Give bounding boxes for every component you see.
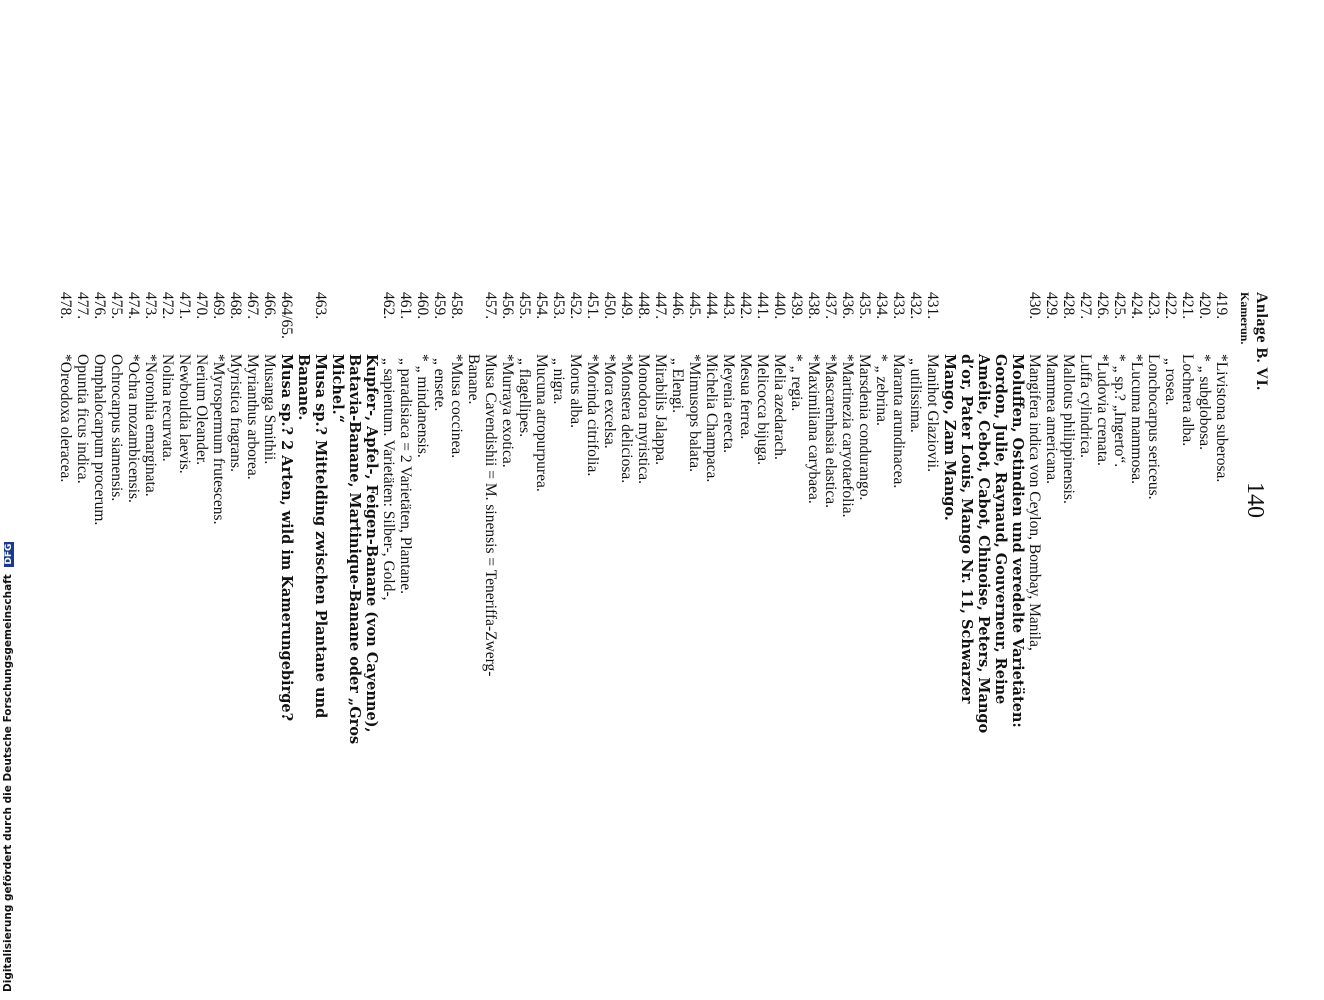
entry-text: Musa Cavendishii = M. sinensis = Teneriffa-Zwerg- [482,354,499,677]
list-item [686,292,703,472]
list-item [1077,292,1094,458]
entry-text: *Mora excelsa. [601,354,618,449]
list-item [941,292,958,521]
entry-text: * „ subglobosa. [1196,354,1213,451]
list-item [1111,292,1128,467]
entry-number: 457. [482,292,499,320]
entry-text: *Murraya exotica. [499,354,516,468]
entry-number: 461. [397,292,414,320]
entry-text: * „ sp.? „Ingerto“. [1111,354,1128,468]
entry-number: 464/65. [278,292,295,339]
entry-text: „ Elengi. [669,354,686,413]
entry-text: *Myrospermum frutescens. [210,354,227,525]
entry-number: 456. [499,292,516,320]
entry-number: 451. [584,292,601,320]
entry-number: 434. [873,292,890,320]
list-item [312,292,329,718]
entry-number: 459. [431,292,448,320]
list-item [125,292,142,503]
list-item [550,292,567,404]
entry-number: 447. [652,292,669,320]
entry-text: Opuntia ficus indica. [74,354,91,484]
list-item [108,292,125,501]
entry-text: „ ensete. [431,354,448,412]
entry-text: „ flagellipes. [516,354,533,438]
list-item [482,292,499,676]
entry-number: 466. [261,292,278,320]
entry-text: Melia azedarach. [771,354,788,460]
entry-text: Musa sp.? 2 Arten, wild im Kamerungebirge? [278,354,295,722]
entry-text: Manihot Glaziovii. [924,354,941,472]
list-item [669,292,686,413]
entry-number: 469. [210,292,227,320]
entry-text: Omphalocarpum procerum. [91,354,108,526]
entry-number: 476. [91,292,108,320]
list-item [1043,292,1060,484]
entry-number: 422. [1162,292,1179,320]
list-item [601,292,618,449]
entry-number: 450. [601,292,618,320]
entry-text: Musanga Smithii. [261,354,278,465]
entry-number: 475. [108,292,125,320]
list-item [584,292,601,476]
list-item [363,292,380,733]
list-item [822,292,839,508]
entry-number: 463. [312,292,329,320]
entry-number: 437. [822,292,839,320]
entry-text: „ nigra. [550,354,567,405]
entry-text: Amélie, Cebot, Cabot, Chinoise, Peters, Mango [975,354,992,734]
entry-number: 431. [924,292,941,320]
printed-page-rotated [57,292,1270,1000]
entry-text: *Monstera deliciosa. [618,354,635,484]
entry-number: 446. [669,292,686,320]
list-item [1009,292,1026,728]
entry-text: Lonchocarpus sericeus. [1145,354,1162,500]
entry-text: Michelia Champaca. [703,354,720,483]
entry-text: *Livistona suberosa. [1213,354,1230,483]
entry-text: Gordon, Julie, Raynaud, Gouverneur, Reine [992,354,1009,705]
entry-number: 421. [1179,292,1196,320]
entry-text: „ utilissima. [907,354,924,433]
list-item [992,292,1009,704]
entry-text: Mirabilis Jalappa. [652,354,669,466]
list-item [720,292,737,453]
entry-text: *Ochra mozambicensis. [125,354,142,503]
list-item [652,292,669,465]
entry-text: * „ regia. [788,354,805,412]
list-item [397,292,414,594]
entry-number: 472. [159,292,176,320]
entry-number: 427. [1077,292,1094,320]
list-item [380,292,397,600]
list-item [261,292,278,464]
entry-number: 428. [1060,292,1077,320]
list-item [516,292,533,437]
list-item [737,292,754,439]
entry-number: 477. [74,292,91,320]
list-item [142,292,159,497]
entry-text: Michel.“ [329,354,346,424]
list-item [839,292,856,518]
entry-text: * „ mindanensis. [414,354,431,458]
section-heading: Kamerun. [1238,292,1252,345]
entry-number: 453. [550,292,567,320]
entry-number: 471. [176,292,193,320]
list-item [788,292,805,411]
entry-text: Myristica fragrans. [227,354,244,472]
list-item [703,292,720,482]
list-item [635,292,652,484]
page-number: 140 [1242,482,1268,518]
entry-number: 448. [635,292,652,320]
entry-number: 470. [193,292,210,320]
entry-text: *Musa coccinea. [448,354,465,459]
list-item [1162,292,1179,405]
list-item [499,292,516,468]
entry-number: 478. [57,292,74,320]
list-item [91,292,108,525]
list-item [74,292,91,484]
entry-text: Mammea americana. [1043,354,1060,484]
list-item [346,292,363,744]
entry-text: „ rosea. [1162,354,1179,406]
entry-text: *Maximiliana carybaea. [805,354,822,504]
entry-text: Myrianthus arborea. [244,354,261,480]
entry-number: 467. [244,292,261,320]
entry-number: 443. [720,292,737,320]
entry-number: 460. [414,292,431,320]
list-item [805,292,822,504]
entry-text: Luffa cylindrica. [1077,354,1094,458]
list-item [1213,292,1230,482]
entry-number: 432. [907,292,924,320]
entry-text: Meyenia erecta. [720,354,737,453]
entry-text: d’or, Pater Louis, Mango Nr. 11, Schwarzer [958,354,975,704]
entry-text: *Ludovia crenata. [1094,354,1111,466]
list-item [193,292,210,465]
entry-number: 429. [1043,292,1060,320]
list-item [1094,292,1111,466]
list-item [856,292,873,500]
entry-number: 419. [1213,292,1230,320]
list-item [754,292,771,465]
entry-text: Mesua ferrea. [737,354,754,440]
entry-number: 425. [1111,292,1128,320]
entry-number: 424. [1128,292,1145,320]
list-item [873,292,890,426]
list-item [448,292,465,458]
credit-text: Digitalisierung gefördert durch die Deutsche Forschungsgemeinschaft [2,574,14,992]
entry-number: 474. [125,292,142,320]
entry-number: 452. [567,292,584,320]
entry-text: Ochrocarpus siamensis. [108,354,125,502]
entry-number: 438. [805,292,822,320]
entry-text: Banane. [465,354,482,405]
entry-text: Lochnera alba. [1179,354,1196,447]
entry-number: 473. [142,292,159,320]
entry-number: 462. [380,292,397,320]
list-item [1060,292,1077,504]
entry-text: *Mascarenhasia elastica. [822,354,839,509]
entry-number: 445. [686,292,703,320]
entry-text: Mallotus philippinensis. [1060,354,1077,504]
list-item [1145,292,1162,499]
entry-text: *Oreodoxa oleracea. [57,354,74,483]
entry-number: 430. [1026,292,1043,320]
list-item [1179,292,1196,446]
list-item [465,292,482,404]
entry-text: Nolina recurvata. [159,354,176,462]
list-item [924,292,941,472]
entry-text: Kupfer-, Apfel-, Feigen-Banane (von Cayenne), [363,354,380,733]
entry-text: *Martinezia caryotaefolia. [839,354,856,518]
entry-text: Monodora myristica. [635,354,652,485]
entry-number: 423. [1145,292,1162,320]
entry-number: 426. [1094,292,1111,320]
list-item [159,292,176,462]
entry-text: Newbouldia laevis. [176,354,193,474]
list-item [975,292,992,733]
entry-text: Morus alba. [567,354,584,429]
entry-number: 458. [448,292,465,320]
entry-number: 449. [618,292,635,320]
entry-text: * „ zebrina. [873,354,890,426]
entry-text: Banane. [295,354,312,421]
list-item [57,292,74,482]
list-item [244,292,261,480]
entry-number: 454. [533,292,550,320]
entry-text: Mango, Zam Mango. [941,354,958,521]
list-item [567,292,584,428]
entry-text: Mucuna atropurpurea. [533,354,550,492]
list-item [890,292,907,488]
list-item [1026,292,1043,651]
entry-text: *Noronhia emarginata. [142,354,159,497]
entry-number: 468. [227,292,244,320]
entry-text: Musa sp.? Mittelding zwischen Plantane und [312,354,329,719]
entry-number: 442. [737,292,754,320]
list-item [431,292,448,411]
entry-number: 433. [890,292,907,320]
list-item [176,292,193,474]
entry-text: Melicocca bijuga. [754,354,771,466]
dfg-logo: DFG [4,543,14,565]
entry-number: 420. [1196,292,1213,320]
entry-text: *Mimusops balata. [686,354,703,472]
list-item [1128,292,1145,484]
entry-text: Nerium Oleander. [193,354,210,466]
entry-text: *Lucuma mammosa. [1128,354,1145,484]
list-item [1196,292,1213,450]
entry-number: 455. [516,292,533,320]
list-item [414,292,431,458]
list-item [533,292,550,492]
list-item [295,292,312,420]
entry-number: 435. [856,292,873,320]
list-item [278,292,295,721]
list-item [210,292,227,524]
entry-number: 444. [703,292,720,320]
entry-text: Mangifera indica von Ceylon, Bombay, Manila, [1026,354,1043,651]
list-item [618,292,635,483]
list-item [958,292,975,703]
entry-number: 440. [771,292,788,320]
entry-number: 436. [839,292,856,320]
annex-heading: Anlage B. VI. [1253,292,1270,391]
list-item [771,292,788,460]
entry-number: 441. [754,292,771,320]
entry-text: *Morinda citrifolia. [584,354,601,477]
entry-text: Moluffen, Ostindien und veredelte Varietäten: [1009,354,1026,728]
entry-number: 439. [788,292,805,320]
entry-text: Marsdenia condurango. [856,354,873,501]
entry-text: Batavia-Banane, Martinique-Banane oder „Gros [346,354,363,745]
list-item [907,292,924,433]
list-item [329,292,346,423]
list-item [227,292,244,472]
entry-text: Maranta arundinacea. [890,354,907,489]
entry-text: „ paradisiaca = 2 Varietäten, Plantane. [397,354,414,594]
digitization-credit [2,543,16,992]
entry-text: „ sapientum. Varietäten: Silber-, Gold-, [380,354,397,601]
